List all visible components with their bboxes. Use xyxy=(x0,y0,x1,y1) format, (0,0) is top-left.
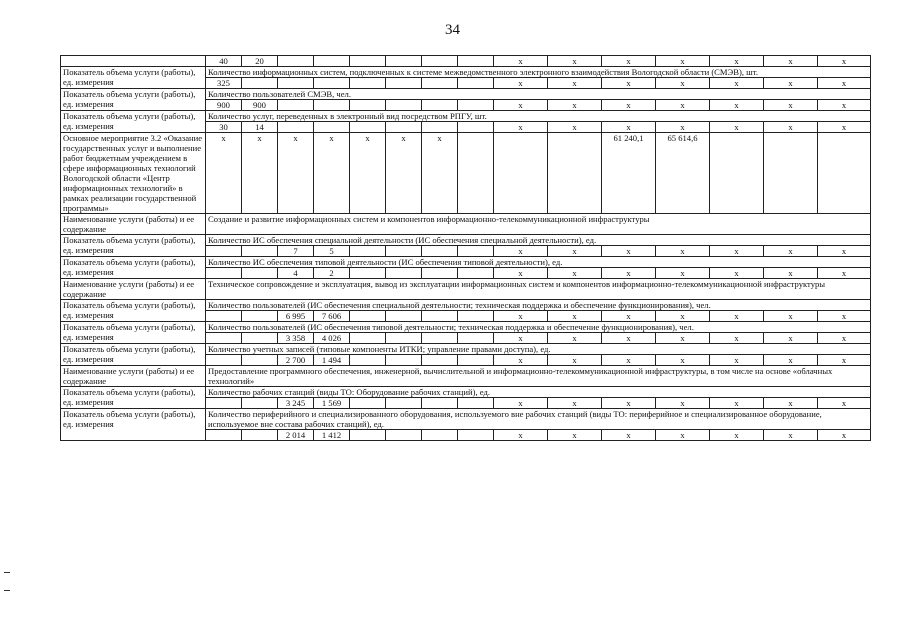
row-label: Показатель объема услуги (работы), ед. измерения xyxy=(61,257,206,279)
value-cell xyxy=(278,78,314,89)
value-cell: x xyxy=(710,268,764,279)
value-cell: x xyxy=(602,333,656,344)
value-cell xyxy=(350,56,386,67)
value-cell: x xyxy=(548,311,602,322)
value-cell xyxy=(710,133,764,214)
value-cell: 4 026 xyxy=(314,333,350,344)
indicator-description: Количество пользователей (ИС обеспечения специальной деятельности; техническая поддержка и обеспечение функционирования), чел. xyxy=(206,300,871,311)
value-cell: x xyxy=(494,268,548,279)
value-cell: x xyxy=(710,430,764,441)
value-cell xyxy=(314,100,350,111)
page-number: 34 xyxy=(445,22,460,38)
table-row xyxy=(61,89,871,100)
value-cell xyxy=(242,268,278,279)
value-cell: x xyxy=(710,100,764,111)
value-cell: x xyxy=(602,56,656,67)
indicator-description: Количество ИС обеспечения специальной деятельности (ИС обеспечения специальной деятельности), ед. xyxy=(206,235,871,246)
value-cell xyxy=(350,333,386,344)
value-cell: x xyxy=(818,100,871,111)
value-cell xyxy=(422,333,458,344)
indicator-description: Количество информационных систем, подключенных к системе межведомственного электронного взаимодействия Вологодской области (СМЭВ), шт. xyxy=(206,67,871,78)
value-cell: x xyxy=(764,333,818,344)
value-cell xyxy=(278,100,314,111)
value-cell xyxy=(458,133,494,214)
value-cell xyxy=(458,268,494,279)
value-cell: x xyxy=(278,133,314,214)
value-cell xyxy=(278,56,314,67)
value-cell: x xyxy=(656,333,710,344)
row-label xyxy=(61,56,206,67)
value-cell xyxy=(818,133,871,214)
value-cell xyxy=(386,311,422,322)
row-label: Основное мероприятие 3.2 «Оказание государственных услуг и выполнение работ бюджетным учреждением в сфере информационных технологий Вологодской области «Центр информационных технологий» в рамках реализации государственной программы» xyxy=(61,133,206,214)
value-cell: x xyxy=(818,398,871,409)
value-cell: x xyxy=(602,78,656,89)
table-row xyxy=(61,366,871,387)
value-cell: x xyxy=(548,398,602,409)
value-cell: x xyxy=(548,430,602,441)
value-cell xyxy=(386,78,422,89)
indicator-description: Количество периферийного и специализированного оборудования, используемого вне рабочих станций (виды ТО: периферийное и специализированное оборудование, используемое вне состава рабочих станций), ед. xyxy=(206,409,871,430)
value-cell: 61 240,1 xyxy=(602,133,656,214)
value-cell xyxy=(206,246,242,257)
value-cell: x xyxy=(656,56,710,67)
value-cell: x xyxy=(422,133,458,214)
value-cell: x xyxy=(494,355,548,366)
value-cell: x xyxy=(494,56,548,67)
value-cell: x xyxy=(710,333,764,344)
value-cell: x xyxy=(494,100,548,111)
value-cell xyxy=(422,56,458,67)
table-row xyxy=(61,214,871,235)
value-cell: x xyxy=(548,56,602,67)
service-description: Предоставление программного обеспечения, инженерной, вычислительной и информационно-телекоммуникационной инфраструктуры, в том числе на основе «облачных технологий» xyxy=(206,366,871,387)
value-cell xyxy=(548,133,602,214)
value-cell: x xyxy=(602,311,656,322)
value-cell: x xyxy=(602,246,656,257)
value-cell: x xyxy=(764,246,818,257)
table-row xyxy=(61,56,871,67)
value-cell: x xyxy=(710,122,764,133)
value-cell: x xyxy=(818,430,871,441)
value-cell xyxy=(350,355,386,366)
row-label: Показатель объема услуги (работы), ед. измерения xyxy=(61,322,206,344)
value-cell xyxy=(242,78,278,89)
value-cell: x xyxy=(548,355,602,366)
value-cell xyxy=(350,122,386,133)
row-label: Наименование услуги (работы) и ее содержание xyxy=(61,366,206,387)
table-row xyxy=(61,279,871,300)
value-cell xyxy=(242,246,278,257)
value-cell xyxy=(314,78,350,89)
value-cell: 3 245 xyxy=(278,398,314,409)
budget-table xyxy=(60,55,871,441)
value-cell: 1 494 xyxy=(314,355,350,366)
value-cell: x xyxy=(656,398,710,409)
value-cell xyxy=(206,333,242,344)
indicator-description: Количество ИС обеспечения типовой деятельности (ИС обеспечения типовой деятельности), ед. xyxy=(206,257,871,268)
value-cell: 6 995 xyxy=(278,311,314,322)
indicator-description: Количество рабочих станций (виды ТО: Оборудование рабочих станций), ед. xyxy=(206,387,871,398)
value-cell: 2 014 xyxy=(278,430,314,441)
value-cell xyxy=(242,430,278,441)
value-cell xyxy=(764,133,818,214)
value-cell: 7 xyxy=(278,246,314,257)
value-cell xyxy=(458,333,494,344)
value-cell xyxy=(206,398,242,409)
value-cell xyxy=(386,398,422,409)
value-cell xyxy=(386,333,422,344)
row-label: Показатель объема услуги (работы), ед. измерения xyxy=(61,111,206,133)
value-cell xyxy=(458,100,494,111)
value-cell xyxy=(242,311,278,322)
table-row xyxy=(61,133,871,214)
table-row xyxy=(61,387,871,398)
table-row xyxy=(61,67,871,78)
value-cell xyxy=(206,311,242,322)
value-cell: 2 xyxy=(314,268,350,279)
value-cell: x xyxy=(710,56,764,67)
value-cell: x xyxy=(818,246,871,257)
value-cell: 1 412 xyxy=(314,430,350,441)
value-cell: 2 700 xyxy=(278,355,314,366)
indicator-description: Количество пользователей (ИС обеспечения типовой деятельности; техническая поддержка и обеспечение функционирования), чел. xyxy=(206,322,871,333)
value-cell: x xyxy=(818,333,871,344)
value-cell: x xyxy=(386,133,422,214)
value-cell: x xyxy=(764,100,818,111)
value-cell: x xyxy=(656,355,710,366)
value-cell: 30 xyxy=(206,122,242,133)
value-cell: x xyxy=(710,246,764,257)
value-cell: x xyxy=(818,78,871,89)
margin-mark xyxy=(4,590,10,591)
indicator-description: Количество учетных записей (типовые компоненты ИТКИ; управление правами доступа), ед. xyxy=(206,344,871,355)
value-cell: x xyxy=(494,246,548,257)
value-cell: 7 606 xyxy=(314,311,350,322)
value-cell: 325 xyxy=(206,78,242,89)
row-label: Наименование услуги (работы) и ее содержание xyxy=(61,214,206,235)
value-cell: x xyxy=(710,311,764,322)
value-cell xyxy=(458,78,494,89)
table-row xyxy=(61,344,871,355)
value-cell: x xyxy=(494,398,548,409)
value-cell: x xyxy=(602,100,656,111)
value-cell: x xyxy=(494,78,548,89)
value-cell xyxy=(422,78,458,89)
value-cell xyxy=(494,133,548,214)
value-cell: x xyxy=(818,122,871,133)
value-cell: x xyxy=(710,398,764,409)
row-label: Показатель объема услуги (работы), ед. измерения xyxy=(61,344,206,366)
row-label: Показатель объема услуги (работы), ед. измерения xyxy=(61,89,206,111)
value-cell xyxy=(458,122,494,133)
value-cell: x xyxy=(494,430,548,441)
indicator-description: Количество пользователей СМЭВ, чел. xyxy=(206,89,871,100)
value-cell: 900 xyxy=(206,100,242,111)
value-cell: x xyxy=(602,122,656,133)
value-cell: x xyxy=(350,133,386,214)
value-cell: x xyxy=(548,246,602,257)
value-cell: x xyxy=(602,398,656,409)
value-cell xyxy=(458,246,494,257)
value-cell xyxy=(422,122,458,133)
value-cell: x xyxy=(602,268,656,279)
value-cell: 900 xyxy=(242,100,278,111)
row-label: Наименование услуги (работы) и ее содержание xyxy=(61,279,206,300)
value-cell xyxy=(422,246,458,257)
value-cell: x xyxy=(764,56,818,67)
value-cell xyxy=(350,430,386,441)
value-cell xyxy=(314,122,350,133)
value-cell: x xyxy=(656,122,710,133)
row-label: Показатель объема услуги (работы), ед. измерения xyxy=(61,235,206,257)
value-cell xyxy=(242,333,278,344)
value-cell: 4 xyxy=(278,268,314,279)
value-cell xyxy=(206,430,242,441)
value-cell: x xyxy=(818,268,871,279)
value-cell: x xyxy=(548,333,602,344)
value-cell xyxy=(350,311,386,322)
value-cell: x xyxy=(548,100,602,111)
value-cell xyxy=(386,100,422,111)
value-cell xyxy=(422,100,458,111)
value-cell: x xyxy=(656,246,710,257)
service-description: Создание и развитие информационных систем и компонентов информационно-телекоммуникационной инфраструктуры xyxy=(206,214,871,235)
value-cell: x xyxy=(818,56,871,67)
value-cell xyxy=(422,311,458,322)
value-cell: x xyxy=(494,122,548,133)
row-label: Показатель объема услуги (работы), ед. измерения xyxy=(61,387,206,409)
value-cell: 5 xyxy=(314,246,350,257)
value-cell: x xyxy=(710,355,764,366)
value-cell: x xyxy=(206,133,242,214)
value-cell: 1 569 xyxy=(314,398,350,409)
value-cell: x xyxy=(764,311,818,322)
value-cell: x xyxy=(818,355,871,366)
value-cell: 14 xyxy=(242,122,278,133)
row-label: Показатель объема услуги (работы), ед. измерения xyxy=(61,300,206,322)
value-cell xyxy=(422,398,458,409)
value-cell: x xyxy=(656,100,710,111)
value-cell xyxy=(314,56,350,67)
value-cell: x xyxy=(656,78,710,89)
table-row xyxy=(61,235,871,246)
value-cell xyxy=(350,246,386,257)
value-cell: x xyxy=(548,268,602,279)
table-row xyxy=(61,409,871,430)
value-cell xyxy=(350,78,386,89)
table-row xyxy=(61,300,871,311)
value-cell: x xyxy=(764,78,818,89)
value-cell: x xyxy=(764,430,818,441)
value-cell xyxy=(278,122,314,133)
value-cell: x xyxy=(656,268,710,279)
value-cell xyxy=(458,355,494,366)
value-cell: x xyxy=(764,122,818,133)
value-cell xyxy=(422,268,458,279)
value-cell xyxy=(458,398,494,409)
value-cell: x xyxy=(314,133,350,214)
value-cell: x xyxy=(764,355,818,366)
value-cell: x xyxy=(764,398,818,409)
value-cell: x xyxy=(764,268,818,279)
value-cell: x xyxy=(494,311,548,322)
value-cell xyxy=(350,100,386,111)
value-cell xyxy=(458,311,494,322)
value-cell: x xyxy=(656,311,710,322)
value-cell xyxy=(386,122,422,133)
value-cell xyxy=(386,268,422,279)
value-cell xyxy=(350,268,386,279)
value-cell: 20 xyxy=(242,56,278,67)
value-cell: x xyxy=(656,430,710,441)
indicator-description: Количество услуг, переведенных в электронный вид посредством РПГУ, шт. xyxy=(206,111,871,122)
value-cell: x xyxy=(548,122,602,133)
value-cell: 3 358 xyxy=(278,333,314,344)
value-cell xyxy=(458,56,494,67)
value-cell: x xyxy=(548,78,602,89)
margin-mark xyxy=(4,572,10,573)
value-cell: 65 614,6 xyxy=(656,133,710,214)
table-row xyxy=(61,111,871,122)
table-row xyxy=(61,322,871,333)
row-label: Показатель объема услуги (работы), ед. измерения xyxy=(61,409,206,441)
value-cell xyxy=(422,430,458,441)
value-cell: x xyxy=(602,430,656,441)
value-cell xyxy=(386,56,422,67)
value-cell xyxy=(242,398,278,409)
value-cell xyxy=(206,355,242,366)
value-cell xyxy=(350,398,386,409)
value-cell: x xyxy=(242,133,278,214)
value-cell: x xyxy=(710,78,764,89)
value-cell xyxy=(386,355,422,366)
table-row xyxy=(61,257,871,268)
value-cell: x xyxy=(602,355,656,366)
row-label: Показатель объема услуги (работы), ед. измерения xyxy=(61,67,206,89)
value-cell xyxy=(242,355,278,366)
value-cell: 40 xyxy=(206,56,242,67)
value-cell xyxy=(386,430,422,441)
value-cell xyxy=(206,268,242,279)
value-cell xyxy=(386,246,422,257)
value-cell: x xyxy=(494,333,548,344)
value-cell xyxy=(458,430,494,441)
value-cell: x xyxy=(818,311,871,322)
service-description: Техническое сопровождение и эксплуатация, вывод из эксплуатации информационных систем и компонентов информационно-телекоммуникационной инфраструктуры xyxy=(206,279,871,300)
value-cell xyxy=(422,355,458,366)
